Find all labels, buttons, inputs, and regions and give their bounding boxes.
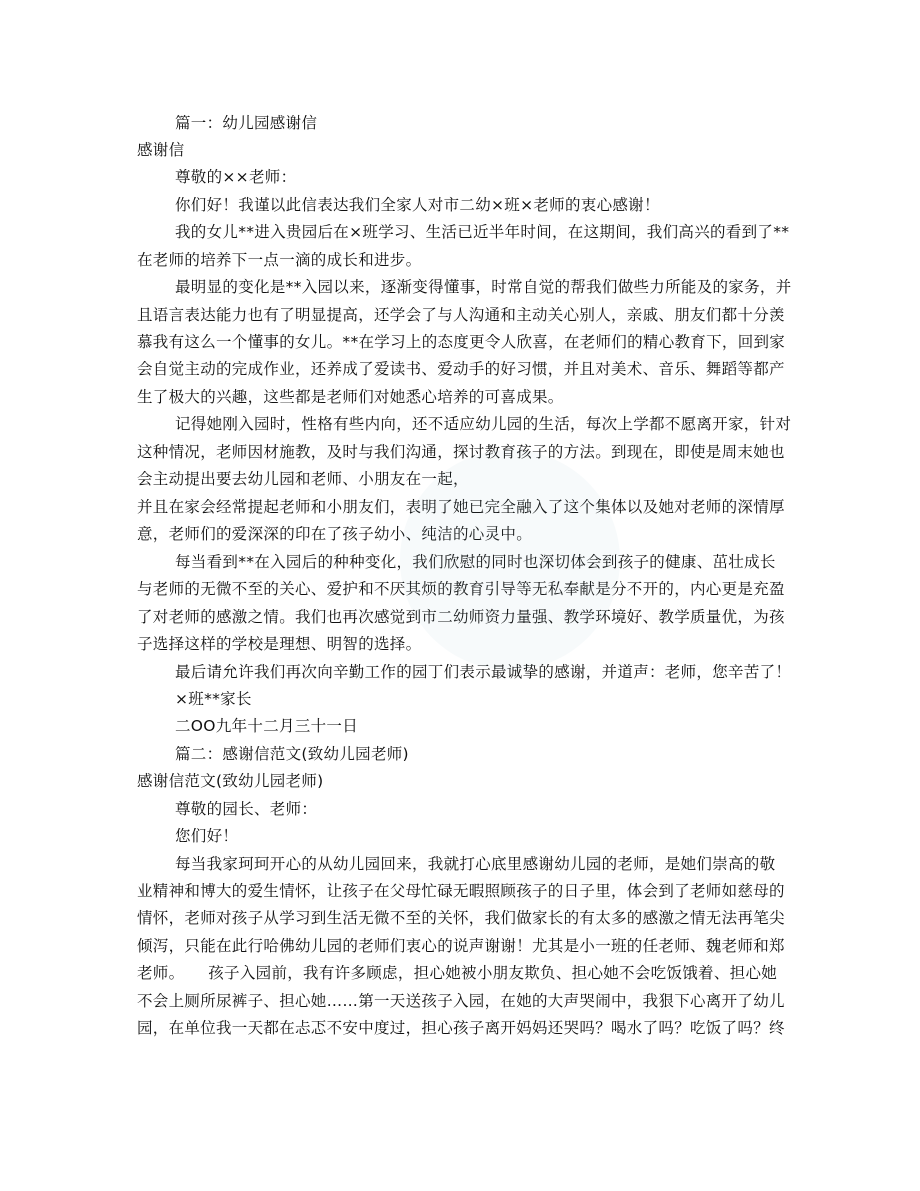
text-line: 二OO九年十二月三十一日: [175, 717, 359, 735]
text-line: 生了极大的兴趣，这些都是老师们对她悉心培养的可喜成果。: [137, 388, 564, 406]
text-line: 您们好！: [175, 827, 239, 845]
text-line: 感谢信: [137, 141, 185, 159]
text-line: 并且在家会经常提起老师和小朋友们，表明了她已完全融入了这个集体以及她对老师的深情厚: [137, 498, 785, 516]
text-line: 记得她刚入园时，性格有些内向，还不适应幼儿园的生活，每次上学都不愿离开家，针对: [175, 415, 792, 433]
text-line: 感谢信范文(致幼儿园老师): [137, 772, 324, 790]
text-line: 不会上厕所尿裤子、担心她……第一天送孩子入园，在她的大声哭闹中，我狠下心离开了幼儿: [137, 992, 785, 1010]
text-line: 子选择这样的学校是理想、明智的选择。: [137, 635, 422, 653]
text-line: 园，在单位我一天都在忐忑不安中度过，担心孩子离开妈妈还哭吗？喝水了吗？吃饭了吗？终: [137, 1019, 785, 1037]
text-line: 会主动提出要去幼儿园和老师、小朋友在一起，: [137, 470, 469, 488]
text-line: 业精神和博大的爱生情怀，让孩子在父母忙碌无暇照顾孩子的日子里，体会到了老师如慈母的: [137, 882, 785, 900]
text-line: 篇二：感谢信范文(致幼儿园老师): [175, 745, 409, 763]
text-line: 慕我有这么一个懂事的女儿。**在学习上的态度更令人欣喜，在老师们的精心教育下，回到家: [137, 333, 786, 351]
text-line: 老师。 孩子入园前，我有许多顾虑，担心她被小朋友欺负、担心她不会吃饭饿着、担心她: [137, 964, 778, 982]
text-line: 尊敬的××老师：: [175, 168, 297, 186]
text-line: 最明显的变化是**入园以来，逐渐变得懂事，时常自觉的帮我们做些力所能及的家务，并: [175, 278, 792, 296]
text-line: 我的女儿**进入贵园后在×班学习、生活已近半年时间，在这期间，我们高兴的看到了**: [175, 223, 790, 241]
text-line: 最后请允许我们再次向辛勤工作的园丁们表示最诚挚的感谢，并道声：老师，您辛苦了！: [175, 663, 792, 681]
text-line: 倾泻，只能在此行哈佛幼儿园的老师们衷心的说声谢谢！尤其是小一班的任老师、魏老师和郑: [137, 937, 785, 955]
text-line: 尊敬的园长、老师：: [175, 800, 318, 818]
text-line: 且语言表达能力也有了明显提高，还学会了与人沟通和主动关心别人，亲戚、朋友们都十分羡: [137, 306, 785, 324]
text-line: 意，老师们的爱深深的印在了孩子幼小、纯洁的心灵中。: [137, 525, 533, 543]
text-line: 与老师的无微不至的关心、爱护和不厌其烦的教育引导等无私奉献是分不开的，内心更是充盈: [137, 580, 785, 598]
text-line: 篇一：幼儿园感谢信: [175, 114, 318, 132]
text-line: 每当我家珂珂开心的从幼儿园回来，我就打心底里感谢幼儿园的老师，是她们崇高的敬: [175, 855, 776, 873]
text-line: ×班**家长: [175, 690, 252, 708]
text-line: 每当看到**在入园后的种种变化，我们欣慰的同时也深切体会到孩子的健康、茁壮成长: [175, 553, 776, 571]
text-line: 会自觉主动的完成作业，还养成了爱读书、爱动手的好习惯，并且对美术、音乐、舞蹈等都产: [137, 360, 785, 378]
text-line: 你们好！我谨以此信表达我们全家人对市二幼×班×老师的衷心感谢！: [175, 196, 660, 214]
text-line: 情怀，老师对孩子从学习到生活无微不至的关怀，我们做家长的有太多的感激之情无法再笔尖: [137, 909, 785, 927]
text-line: 了对老师的感激之情。我们也再次感觉到市二幼师资力量强、教学环境好、教学质量优，为孩: [137, 608, 785, 626]
text-line: 这种情况，老师因材施教，及时与我们沟通，探讨教育孩子的方法。到现在，即使是周末她也: [137, 443, 785, 461]
text-line: 在老师的培养下一点一滴的成长和进步。: [137, 251, 422, 269]
